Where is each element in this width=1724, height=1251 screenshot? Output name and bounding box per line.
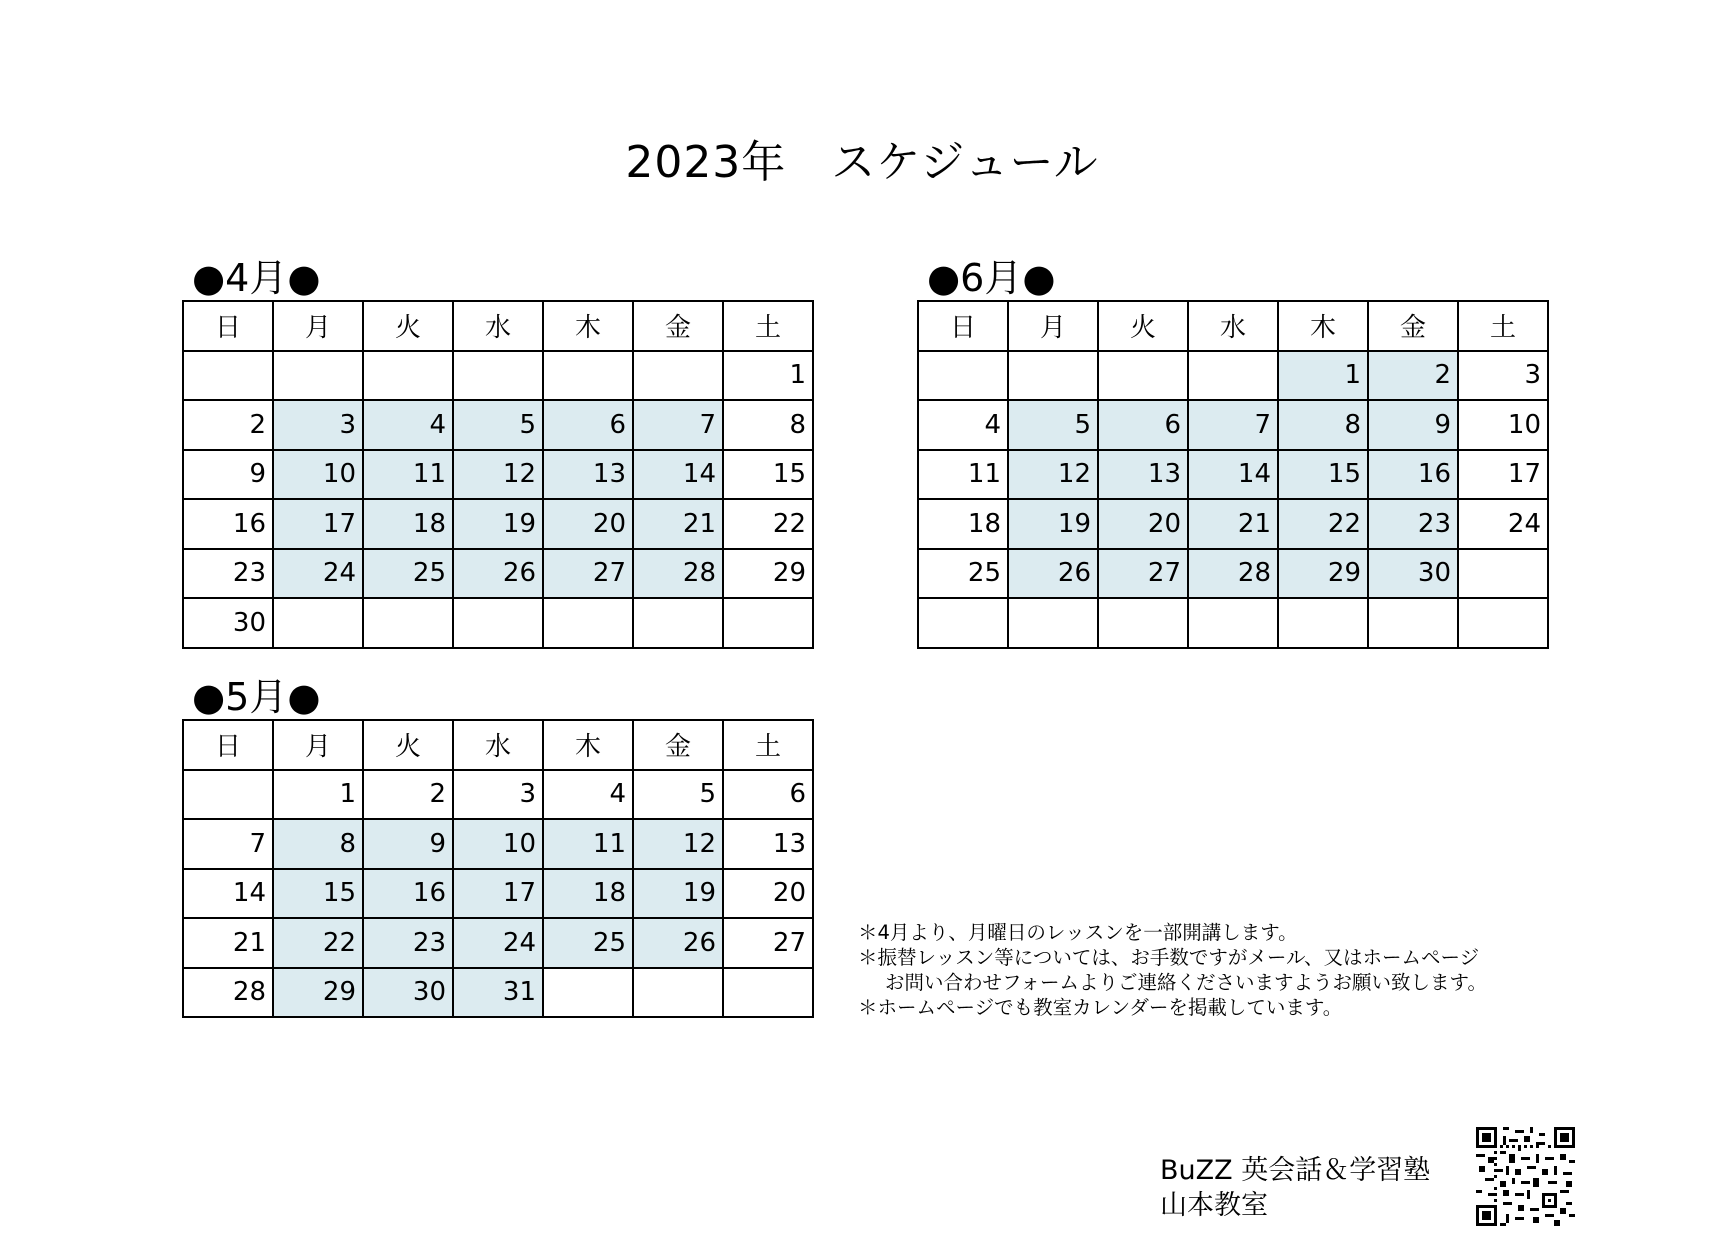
- empty-day-cell: [273, 351, 363, 401]
- day-cell: 17: [273, 499, 363, 549]
- note-line: お問い合わせフォームよりご連絡くださいますようお願い致します。: [885, 971, 1487, 994]
- note-line: ＊ホームページでも教室カレンダーを掲載しています。: [858, 996, 1343, 1019]
- weekday-header: 火: [1098, 301, 1188, 351]
- day-cell: 4: [918, 400, 1008, 450]
- day-cell: 20: [723, 869, 813, 919]
- day-cell: 24: [1458, 499, 1548, 549]
- day-cell: 12: [453, 450, 543, 500]
- empty-day-cell: [723, 598, 813, 648]
- day-cell: 9: [1368, 400, 1458, 450]
- week-row: [918, 351, 1548, 401]
- empty-day-cell: [1008, 351, 1098, 401]
- week-row: [183, 549, 813, 599]
- may-calendar: [182, 719, 814, 1018]
- weekday-header: 金: [1368, 301, 1458, 351]
- weekday-header: 火: [363, 720, 453, 770]
- day-cell: 13: [543, 450, 633, 500]
- empty-day-cell: [1368, 598, 1458, 648]
- day-cell: 4: [543, 770, 633, 820]
- day-cell: 21: [1188, 499, 1278, 549]
- empty-day-cell: [1278, 598, 1368, 648]
- weekday-header: 月: [1008, 301, 1098, 351]
- notes: [858, 920, 1487, 1020]
- week-row: [183, 819, 813, 869]
- day-cell: 21: [633, 499, 723, 549]
- day-cell: 30: [363, 968, 453, 1018]
- empty-day-cell: [363, 598, 453, 648]
- weekday-header: 日: [183, 720, 273, 770]
- day-cell: 16: [183, 499, 273, 549]
- day-cell: 15: [1278, 450, 1368, 500]
- weekday-header: 水: [453, 301, 543, 351]
- day-cell: 5: [453, 400, 543, 450]
- page-title: 2023年 スケジュール: [625, 137, 1099, 188]
- day-cell: 28: [1188, 549, 1278, 599]
- day-cell: 16: [363, 869, 453, 919]
- day-cell: 25: [918, 549, 1008, 599]
- day-cell: 6: [543, 400, 633, 450]
- weekday-header: 月: [273, 720, 363, 770]
- day-cell: 26: [633, 918, 723, 968]
- day-cell: 2: [363, 770, 453, 820]
- empty-day-cell: [723, 968, 813, 1018]
- day-cell: 24: [273, 549, 363, 599]
- day-cell: 17: [1458, 450, 1548, 500]
- weekday-header: 土: [723, 301, 813, 351]
- may-label: ●5月●: [192, 675, 321, 719]
- day-cell: 25: [543, 918, 633, 968]
- day-cell: 8: [1278, 400, 1368, 450]
- empty-day-cell: [1098, 598, 1188, 648]
- day-cell: 8: [723, 400, 813, 450]
- day-cell: 3: [453, 770, 543, 820]
- week-row: [183, 351, 813, 401]
- weekday-header-row: [918, 301, 1548, 351]
- school-name: [1160, 1153, 1430, 1223]
- week-row: [183, 400, 813, 450]
- empty-day-cell: [633, 351, 723, 401]
- empty-day-cell: [543, 598, 633, 648]
- day-cell: 11: [543, 819, 633, 869]
- empty-day-cell: [918, 598, 1008, 648]
- week-row: [183, 770, 813, 820]
- day-cell: 2: [1368, 351, 1458, 401]
- day-cell: 16: [1368, 450, 1458, 500]
- day-cell: 4: [363, 400, 453, 450]
- qr-code-icon[interactable]: [1476, 1127, 1575, 1226]
- day-cell: 19: [453, 499, 543, 549]
- day-cell: 12: [633, 819, 723, 869]
- day-cell: 15: [273, 869, 363, 919]
- empty-day-cell: [918, 351, 1008, 401]
- empty-day-cell: [633, 598, 723, 648]
- day-cell: 31: [453, 968, 543, 1018]
- weekday-header: 水: [1188, 301, 1278, 351]
- day-cell: 18: [543, 869, 633, 919]
- empty-day-cell: [1188, 598, 1278, 648]
- weekday-header: 土: [723, 720, 813, 770]
- day-cell: 22: [273, 918, 363, 968]
- day-cell: 20: [1098, 499, 1188, 549]
- empty-day-cell: [183, 770, 273, 820]
- day-cell: 14: [1188, 450, 1278, 500]
- day-cell: 10: [273, 450, 363, 500]
- day-cell: 7: [1188, 400, 1278, 450]
- weekday-header: 木: [543, 301, 633, 351]
- day-cell: 6: [1098, 400, 1188, 450]
- day-cell: 18: [363, 499, 453, 549]
- day-cell: 10: [1458, 400, 1548, 450]
- day-cell: 20: [543, 499, 633, 549]
- day-cell: 18: [918, 499, 1008, 549]
- day-cell: 11: [363, 450, 453, 500]
- weekday-header-row: [183, 720, 813, 770]
- week-row: [918, 598, 1548, 648]
- day-cell: 12: [1008, 450, 1098, 500]
- day-cell: 14: [633, 450, 723, 500]
- day-cell: 30: [1368, 549, 1458, 599]
- day-cell: 23: [1368, 499, 1458, 549]
- weekday-header: 金: [633, 720, 723, 770]
- day-cell: 19: [1008, 499, 1098, 549]
- day-cell: 25: [363, 549, 453, 599]
- day-cell: 5: [1008, 400, 1098, 450]
- empty-day-cell: [453, 598, 543, 648]
- day-cell: 10: [453, 819, 543, 869]
- day-cell: 23: [363, 918, 453, 968]
- week-row: [183, 918, 813, 968]
- empty-day-cell: [633, 968, 723, 1018]
- empty-day-cell: [1458, 598, 1548, 648]
- school-name-line2: 山本教室: [1160, 1190, 1268, 1221]
- empty-day-cell: [453, 351, 543, 401]
- day-cell: 27: [1098, 549, 1188, 599]
- week-row: [183, 869, 813, 919]
- day-cell: 26: [1008, 549, 1098, 599]
- day-cell: 1: [273, 770, 363, 820]
- day-cell: 30: [183, 598, 273, 648]
- day-cell: 29: [723, 549, 813, 599]
- day-cell: 1: [723, 351, 813, 401]
- weekday-header: 日: [918, 301, 1008, 351]
- empty-day-cell: [1188, 351, 1278, 401]
- day-cell: 28: [633, 549, 723, 599]
- day-cell: 14: [183, 869, 273, 919]
- day-cell: 29: [1278, 549, 1368, 599]
- weekday-header: 木: [543, 720, 633, 770]
- day-cell: 15: [723, 450, 813, 500]
- empty-day-cell: [543, 968, 633, 1018]
- weekday-header: 水: [453, 720, 543, 770]
- week-row: [183, 450, 813, 500]
- note-line: ＊振替レッスン等については、お手数ですがメール、又はホームページ: [858, 946, 1480, 969]
- weekday-header: 土: [1458, 301, 1548, 351]
- day-cell: 23: [183, 549, 273, 599]
- weekday-header: 日: [183, 301, 273, 351]
- week-row: [183, 598, 813, 648]
- day-cell: 1: [1278, 351, 1368, 401]
- weekday-header: 月: [273, 301, 363, 351]
- day-cell: 6: [723, 770, 813, 820]
- day-cell: 17: [453, 869, 543, 919]
- day-cell: 29: [273, 968, 363, 1018]
- day-cell: 11: [918, 450, 1008, 500]
- april-label: ●4月●: [192, 256, 321, 300]
- june-calendar: [917, 300, 1549, 649]
- week-row: [918, 499, 1548, 549]
- week-row: [918, 549, 1548, 599]
- day-cell: 7: [633, 400, 723, 450]
- note-line: ＊4月より、月曜日のレッスンを一部開講します。: [858, 921, 1298, 944]
- day-cell: 3: [273, 400, 363, 450]
- day-cell: 3: [1458, 351, 1548, 401]
- day-cell: 27: [723, 918, 813, 968]
- day-cell: 8: [273, 819, 363, 869]
- day-cell: 5: [633, 770, 723, 820]
- day-cell: 9: [363, 819, 453, 869]
- empty-day-cell: [273, 598, 363, 648]
- day-cell: 21: [183, 918, 273, 968]
- day-cell: 27: [543, 549, 633, 599]
- day-cell: 9: [183, 450, 273, 500]
- week-row: [918, 450, 1548, 500]
- day-cell: 26: [453, 549, 543, 599]
- week-row: [183, 499, 813, 549]
- day-cell: 2: [183, 400, 273, 450]
- day-cell: 24: [453, 918, 543, 968]
- empty-day-cell: [1008, 598, 1098, 648]
- empty-day-cell: [1098, 351, 1188, 401]
- empty-day-cell: [183, 351, 273, 401]
- weekday-header: 木: [1278, 301, 1368, 351]
- april-calendar: [182, 300, 814, 649]
- week-row: [183, 968, 813, 1018]
- school-name-line1: BuZZ 英会話＆学習塾: [1160, 1155, 1431, 1186]
- day-cell: 22: [1278, 499, 1368, 549]
- empty-day-cell: [363, 351, 453, 401]
- day-cell: 28: [183, 968, 273, 1018]
- week-row: [918, 400, 1548, 450]
- weekday-header: 金: [633, 301, 723, 351]
- weekday-header: 火: [363, 301, 453, 351]
- empty-day-cell: [1458, 549, 1548, 599]
- weekday-header-row: [183, 301, 813, 351]
- day-cell: 19: [633, 869, 723, 919]
- june-label: ●6月●: [927, 256, 1056, 300]
- day-cell: 13: [723, 819, 813, 869]
- empty-day-cell: [543, 351, 633, 401]
- day-cell: 7: [183, 819, 273, 869]
- day-cell: 22: [723, 499, 813, 549]
- day-cell: 13: [1098, 450, 1188, 500]
